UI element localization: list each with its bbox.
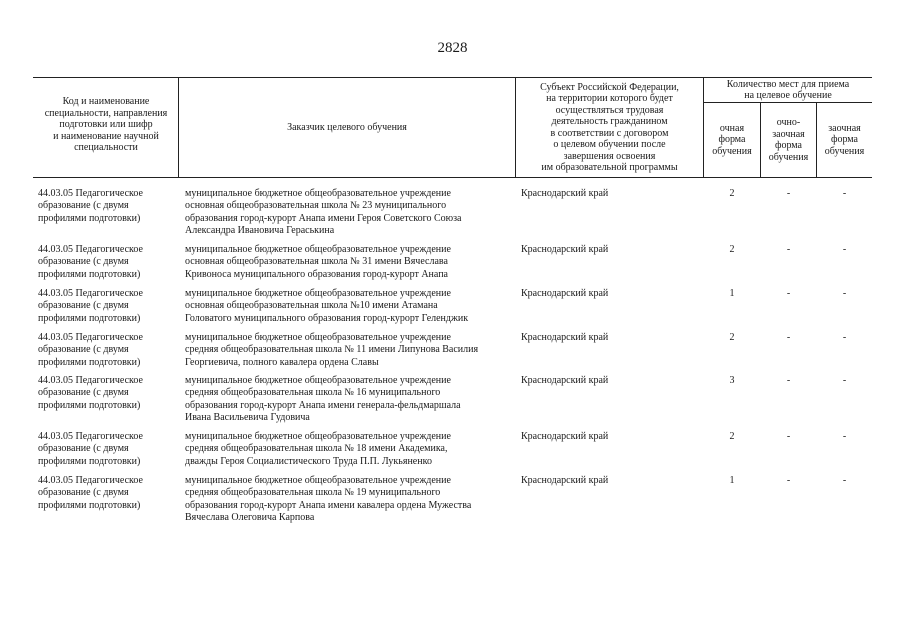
row-3-extramural: - xyxy=(842,288,847,299)
row-6-part-time: - xyxy=(786,431,791,442)
row-1-specialty: 44.03.05 Педагогическое образование (с двумя профилями подготовки) xyxy=(38,188,143,224)
header-specialty: Код и наименование специальности, направления подготовки или шифр и наименование научной специальности xyxy=(44,96,168,154)
row-4-full-time: 2 xyxy=(729,332,735,343)
row-2-part-time: - xyxy=(786,244,791,255)
row-3-full-time: 1 xyxy=(729,288,735,299)
row-3-customer: муниципальное бюджетное общеобразовательное учреждение основная общеобразовательная школа №10 имени Атамана Головатого муниципального образования город-курорт Геленджик xyxy=(185,288,469,324)
row-2-specialty: 44.03.05 Педагогическое образование (с двумя профилями подготовки) xyxy=(38,244,143,280)
row-7-region: Краснодарский край xyxy=(521,475,609,486)
page-number: 2828 xyxy=(437,40,468,56)
row-5-customer: муниципальное бюджетное общеобразовательное учреждение средняя общеобразовательная школа № 16 муниципального образования город-курорт Анапа имени генерала-фельдмаршала Ивана Васильевича Гудовича xyxy=(185,375,461,423)
row-1-region: Краснодарский край xyxy=(521,188,609,199)
header-places-group: Количество мест для приема на целевое обучение xyxy=(726,78,850,101)
row-4-region: Краснодарский край xyxy=(521,332,609,343)
row-5-specialty: 44.03.05 Педагогическое образование (с двумя профилями подготовки) xyxy=(38,375,143,411)
row-6-specialty: 44.03.05 Педагогическое образование (с двумя профилями подготовки) xyxy=(38,431,143,467)
row-1-extramural: - xyxy=(842,188,847,199)
row-1-part-time: - xyxy=(786,188,791,199)
row-3-region: Краснодарский край xyxy=(521,288,609,299)
row-2-extramural: - xyxy=(842,244,847,255)
row-2-customer: муниципальное бюджетное общеобразовательное учреждение основная общеобразовательная школа № 31 имени Вячеслава Кривоноса муниципального образования город-курорт Анапа xyxy=(185,244,451,280)
row-7-specialty: 44.03.05 Педагогическое образование (с двумя профилями подготовки) xyxy=(38,475,143,511)
row-2-full-time: 2 xyxy=(729,244,735,255)
row-4-customer: муниципальное бюджетное общеобразовательное учреждение средняя общеобразовательная школа № 11 имени Липунова Василия Георгиевича, полного кавалера ордена Славы xyxy=(185,332,479,368)
row-5-full-time: 3 xyxy=(729,375,735,386)
row-2-region: Краснодарский край xyxy=(521,244,609,255)
row-4-extramural: - xyxy=(842,332,847,343)
row-1-customer: муниципальное бюджетное общеобразовательное учреждение основная общеобразовательная школа № 23 муниципального образования город-курорт Анапа имени Героя Советского Союза Александра Ивановича Гераськина xyxy=(185,188,462,236)
row-3-specialty: 44.03.05 Педагогическое образование (с двумя профилями подготовки) xyxy=(38,288,143,324)
row-7-customer: муниципальное бюджетное общеобразовательное учреждение средняя общеобразовательная школа № 19 муниципального образования город-курорт Анапа имени кавалера ордена Мужества Вячеслава Олеговича Карпова xyxy=(185,475,472,523)
row-7-full-time: 1 xyxy=(729,475,735,486)
row-1-full-time: 2 xyxy=(729,188,735,199)
row-4-specialty: 44.03.05 Педагогическое образование (с двумя профилями подготовки) xyxy=(38,332,143,368)
header-part-time: очно- заочная форма обучения xyxy=(768,117,809,163)
row-5-region: Краснодарский край xyxy=(521,375,609,386)
row-6-region: Краснодарский край xyxy=(521,431,609,442)
row-6-full-time: 2 xyxy=(729,431,735,442)
row-5-part-time: - xyxy=(786,375,791,386)
header-full-time: очная форма обучения xyxy=(712,122,752,157)
header-extramural: заочная форма обучения xyxy=(824,122,865,157)
header-bottom-rule xyxy=(33,177,872,178)
row-7-extramural: - xyxy=(842,475,847,486)
row-6-customer: муниципальное бюджетное общеобразовательное учреждение средняя общеобразовательная школа № 18 имени Академика, дважды Героя Социалистического Труда П.П. Лукьяненко xyxy=(185,431,451,467)
row-4-part-time: - xyxy=(786,332,791,343)
row-5-extramural: - xyxy=(842,375,847,386)
header-region: Субъект Российской Федерации, на территории которого будет осуществляться трудовая деятельность гражданином в соответствии с договором о целевом обучении после завершения освоения им образовательной программы xyxy=(540,81,679,173)
row-7-part-time: - xyxy=(786,475,791,486)
row-6-extramural: - xyxy=(842,431,847,442)
row-3-part-time: - xyxy=(786,288,791,299)
header-customer: Заказчик целевого обучения xyxy=(287,121,407,133)
